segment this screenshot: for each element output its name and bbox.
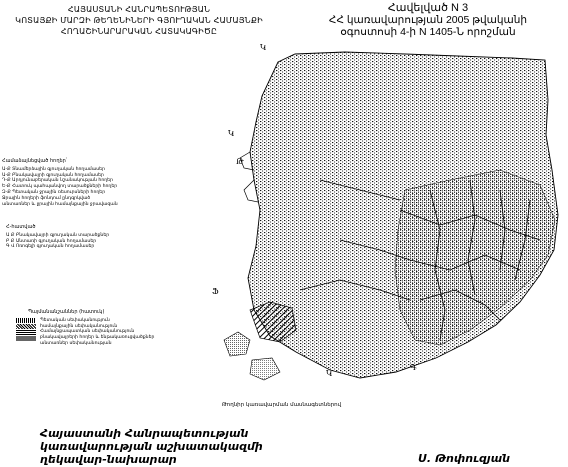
- legend-middle-title: Հ-հատված: [6, 224, 36, 230]
- north-marker: Կ: [260, 43, 267, 52]
- legend-swatch-column: [16, 318, 36, 347]
- annex-line-2: ՀՀ կառավարության 2005 թվականի: [328, 14, 528, 26]
- dense-area-east: [395, 170, 555, 345]
- legend-bottom-item: համայնքային սեփականություն: [40, 323, 118, 329]
- legend-bottom-item: Համայնքապատկան սեփականություն: [40, 329, 135, 335]
- legend-middle-item: Գ Վ Ոռոգելի գյուղական հողամասեր: [6, 244, 95, 250]
- legend-top-item: Ջրային հողերի ֆոնդում ընդգրկված: [2, 195, 91, 201]
- legend-middle: [6, 225, 186, 250]
- legend-swatch: [16, 324, 36, 329]
- legend-swatch: [16, 318, 36, 323]
- legend-swatch: [16, 336, 36, 341]
- header-left-line-2: ԿՈՏԱՅՔԻ ՄԱՐԶԻ ԹԵՂԵՆԻՆԵՐԻ ԳՅՈՒՂԱԿԱՆ ՀԱՄԱՅՆՔԻ: [15, 16, 263, 25]
- legend-top-title: Համաձայնեցված հողեր՝: [2, 158, 68, 164]
- legend-bottom-item: Պետական սեփականություն: [40, 317, 110, 323]
- legend-top-item: Դ-Ք Արդյունաբերական նշանակության հողեր: [2, 178, 113, 184]
- header-left-line-1: ՀԱՅԱՍՏԱՆԻ ՀԱՆՐԱՊԵՏՈՒԹՅԱՆ: [67, 5, 211, 14]
- legend-bottom-title: Պայմանանշաններ (հատուկ): [28, 309, 105, 315]
- legend-top-item: Զ-Ք Պետական ջրային ռեսուրսների հողեր: [2, 189, 106, 195]
- header-left: [14, 4, 264, 37]
- signature-name: Ս. Թոփուզյան: [418, 452, 510, 465]
- south-marker: Կ: [326, 369, 333, 378]
- signature-line-1: Հայաստանի Հանրապետության: [40, 427, 249, 440]
- legend-top: [2, 159, 192, 207]
- signature-position: [40, 427, 280, 466]
- header-right: [318, 2, 538, 38]
- header-left-line-3: ՀՈՂԱՇԻՆԱՐԱՐԱԿԱՆ ՀԱՏԱԿԱԳԻԾԸ: [60, 27, 218, 36]
- parcel-southwest: [224, 332, 250, 356]
- signature-line-2: կառավարության աշխատակազմի: [40, 440, 263, 453]
- parcel-south: [250, 358, 280, 380]
- legend-top-item: Ա-Ք Տնամերձային գյուղական հողամասեր: [2, 166, 105, 172]
- legend-top-item: Ա-Ք Բնակավայրի գյուղական հողամասեր: [2, 172, 104, 178]
- legend-bottom-item: բնակավայրերի հողեր և ենթակառուցվածքներ: [40, 335, 155, 341]
- community-map: [200, 40, 560, 400]
- legend-top-item: անտառներ և ջրային համայնքային ջրավազան: [2, 201, 118, 207]
- map-footnote: Թողնիր կառավարման մասնագետներով: [222, 402, 342, 408]
- legend-swatch: [16, 330, 36, 335]
- annex-title: Հավելված N 3: [387, 2, 469, 14]
- legend-bottom: [16, 310, 196, 347]
- west-marker: Կ: [228, 129, 235, 138]
- annex-line-3: օգոստոսի 4-ի N 1405-Ն որոշման: [340, 26, 516, 38]
- map-label-2: Թ: [236, 157, 244, 166]
- map-label-3: Ֆ: [212, 287, 219, 296]
- signature-line-3: ղեկավար-նախարար: [40, 453, 177, 466]
- east-marker: Գ: [410, 363, 417, 372]
- legend-bottom-item: անտառներ սեփականության: [40, 340, 112, 346]
- legend-middle-item: Բ Ք Անտառի գյուղական հողամասեր: [6, 238, 97, 244]
- legend-middle-item: Ա Ք Բնակավայրի գյուղական տարածքներ: [6, 232, 110, 238]
- legend-top-item: Ե-Ք Հատուկ պահպանվող տարածքների հողեր: [2, 184, 118, 190]
